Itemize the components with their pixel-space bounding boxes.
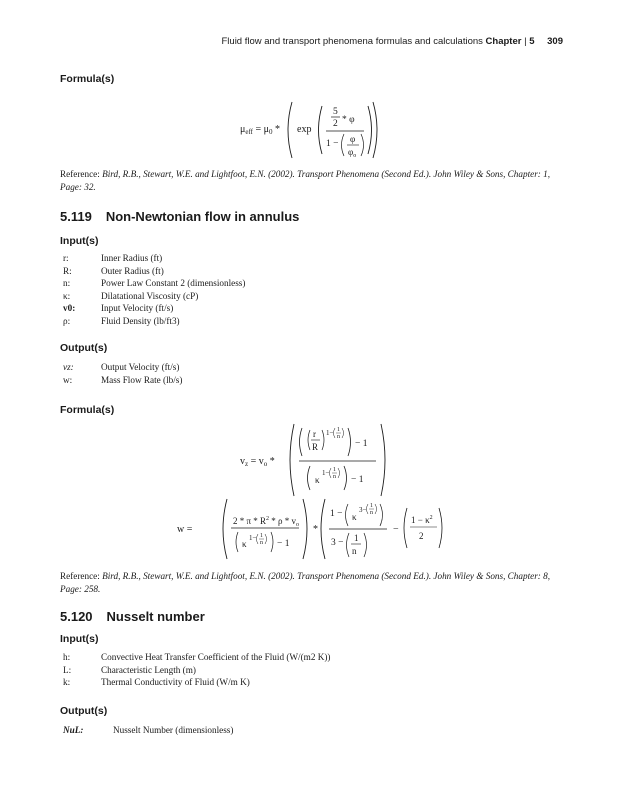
svg-text:1−: 1− xyxy=(249,534,257,542)
svg-text:φ: φ xyxy=(350,134,356,144)
list-item: n: Power Law Constant 2 (dimensionless) xyxy=(63,278,246,289)
outputs-list-119 xyxy=(63,361,182,386)
svg-text:vz = vo *: $v_z = v_o$ * xyxy=(240,456,275,468)
svg-text:μeff = μ0 *: $\mu_{eff} = \mu_0$ * xyxy=(240,124,281,136)
svg-text:κ: κ xyxy=(242,539,247,549)
svg-text:2: 2 xyxy=(333,119,338,129)
formula-vz xyxy=(240,420,390,500)
svg-text:1: 1 xyxy=(333,467,336,473)
svg-text:w =: w = xyxy=(177,524,193,535)
reference-text-1: Bird, R.B., Stewart, W.E. and Lightfoot, E.N. (2002). Transport Phenomena (Second Ed.). John Wiley & Sons, Chapter: 1, Page: 32. xyxy=(60,169,551,192)
svg-text:− 1: − 1 xyxy=(355,439,368,449)
list-item: k: Thermal Conductivity of Fluid (W/m K) xyxy=(63,677,250,688)
list-item: r: Inner Radius (ft) xyxy=(63,253,163,263)
list-item: κ: Dilatational Viscosity (cP) xyxy=(63,290,199,301)
svg-text:−: − xyxy=(393,524,399,535)
section-number: 5.120 xyxy=(60,609,93,624)
reference-label-119: Reference: xyxy=(60,571,100,581)
svg-text:1: 1 xyxy=(354,533,359,543)
svg-text:n: n xyxy=(260,540,263,546)
svg-text:1: 1 xyxy=(370,503,373,509)
svg-text:1−: 1− xyxy=(322,469,330,477)
reference-text-119: Bird, R.B., Stewart, W.E. and Lightfoot, E.N. (2002). Transport Phenomena (Second Ed.). John Wiley & Sons, Chapter: 8, Page: 258. xyxy=(60,571,551,594)
formula-heading-119: Formula(s) xyxy=(60,404,115,416)
section-title: Non-Newtonian flow in annulus xyxy=(105,209,300,224)
running-title: Fluid flow and transport phenomena formulas and calculations xyxy=(221,36,483,47)
svg-text:r: r xyxy=(313,429,316,439)
svg-text:− 1: − 1 xyxy=(277,539,290,549)
svg-text:n: n xyxy=(337,434,340,440)
svg-text:R: R xyxy=(312,442,319,452)
list-item: h: Convective Heat Transfer Coefficient of the Fluid (W/(m2 K)) xyxy=(63,652,331,662)
svg-text:− 1: − 1 xyxy=(351,475,364,485)
section-heading-5-119 xyxy=(60,209,299,224)
svg-text:5: 5 xyxy=(333,107,338,117)
list-item: R: Outer Radius (ft) xyxy=(63,265,164,276)
running-head xyxy=(222,36,564,47)
list-item: L: Characteristic Length (m) xyxy=(63,664,196,675)
svg-text:2: 2 xyxy=(419,531,424,541)
svg-text:1 −: 1 − xyxy=(330,509,343,519)
list-item: v0: Input Velocity (ft/s) xyxy=(63,303,174,314)
chapter-separator: | xyxy=(524,36,527,47)
section-title: Nusselt number xyxy=(106,609,205,624)
svg-text:*: * xyxy=(313,524,318,535)
svg-text:φo: $\varphi_o$ xyxy=(348,147,357,159)
formula-w xyxy=(175,496,445,562)
list-item: NuL: Nusselt Number (dimensionless) xyxy=(63,725,234,735)
section-number: 5.119 xyxy=(60,209,92,224)
reference-label-1: Reference: xyxy=(60,169,100,179)
outputs-list-120 xyxy=(63,724,233,737)
svg-text:2 * π * R2 * ρ * vo: 2 * π * $R^2$ * ρ * $v_o$ xyxy=(233,516,300,528)
svg-text:1: 1 xyxy=(337,427,340,433)
svg-text:κ: κ xyxy=(315,475,320,485)
list-item: vz: Output Velocity (ft/s) xyxy=(63,362,180,372)
svg-text:3−: 3− xyxy=(359,506,367,514)
page-number: 309 xyxy=(547,36,563,47)
svg-text:1: 1 xyxy=(260,533,263,539)
svg-text:κ: κ xyxy=(352,512,357,522)
formula-heading-1: Formula(s) xyxy=(60,73,115,85)
inputs-heading-120: Input(s) xyxy=(60,633,99,645)
svg-text:n: n xyxy=(370,510,373,516)
svg-text:n: n xyxy=(352,546,357,556)
reference-119 xyxy=(60,570,570,596)
inputs-heading-119: Input(s) xyxy=(60,235,99,247)
outputs-heading-119: Output(s) xyxy=(60,342,108,354)
inputs-list-120 xyxy=(63,651,330,689)
section-heading-5-120 xyxy=(60,609,205,624)
svg-text:1 −: 1 − xyxy=(326,139,339,149)
svg-text:1 − κ2: $1 - \kappa^2$ xyxy=(411,515,433,525)
svg-text:n: n xyxy=(333,474,336,480)
svg-text:3 −: 3 − xyxy=(331,538,344,548)
chapter-number: 5 xyxy=(529,36,535,47)
outputs-heading-120: Output(s) xyxy=(60,705,108,717)
chapter-label: Chapter xyxy=(485,36,522,47)
svg-text:exp: exp xyxy=(297,124,312,135)
list-item: w: Mass Flow Rate (lb/s) xyxy=(63,374,183,385)
svg-text:* φ: * φ xyxy=(342,115,355,125)
formula-mu-eff xyxy=(240,98,390,162)
inputs-list-119 xyxy=(63,252,245,328)
reference-1 xyxy=(60,168,570,194)
list-item: ρ: Fluid Density (lb/ft3) xyxy=(63,315,180,326)
svg-text:1−: 1− xyxy=(326,429,334,437)
